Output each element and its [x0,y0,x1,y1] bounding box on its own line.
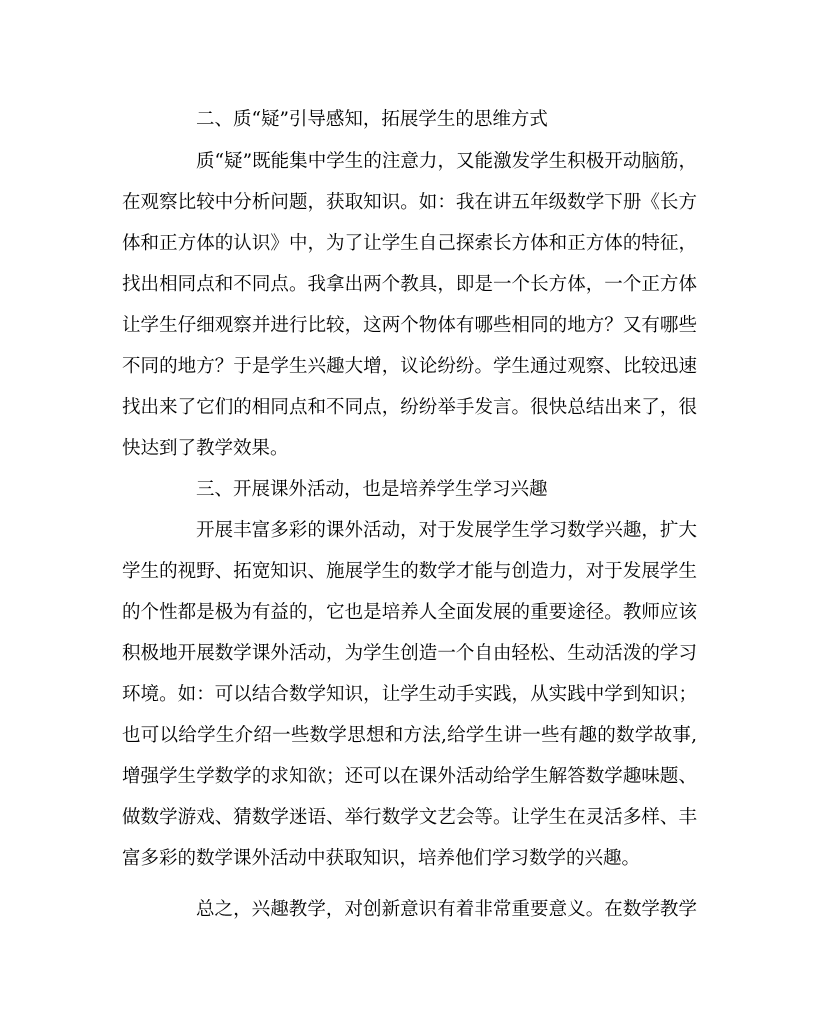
paragraph-line: 体和正方体的认识》中，为了让学生自己探索长方体和正方体的特征， [122,233,697,254]
paragraph-line: 开展丰富多彩的课外活动，对于发展学生学习数学兴趣，扩大 [196,520,697,541]
paragraph-line: 积极地开展数学课外活动，为学生创造一个自由轻松、生动活泼的学习 [122,643,697,664]
paragraph-line: 学生的视野、拓宽知识、施展学生的数学才能与创造力，对于发展学生 [122,561,697,582]
paragraph-line: 质“疑”既能集中学生的注意力，又能激发学生积极开动脑筋， [196,151,697,172]
paragraph-line: 的个性都是极为有益的，它也是培养人全面发展的重要途径。教师应该 [122,602,697,623]
paragraph-line: 让学生仔细观察并进行比较，这两个物体有哪些相同的地方？又有哪些 [122,315,697,336]
paragraph-line: 也可以给学生介绍一些数学思想和方法,给学生讲一些有趣的数学故事, [122,725,697,746]
paragraph-line: 做数学游戏、猜数学迷语、举行数学文艺会等。让学生在灵活多样、丰 [122,807,697,828]
paragraph-line: 找出相同点和不同点。我拿出两个教具，即是一个长方体，一个正方体 [122,274,697,295]
paragraph-line: 在观察比较中分析问题，获取知识。如：我在讲五年级数学下册《长方 [122,192,697,213]
paragraph-line: 快达到了教学效果。 [122,438,289,459]
paragraph-line: 环境。如：可以结合数学知识，让学生动手实践，从实践中学到知识； [122,684,697,705]
section-heading: 三、开展课外活动，也是培养学生学习兴趣 [196,479,548,500]
paragraph-line: 增强学生学数学的求知欲；还可以在课外活动给学生解答数学趣味题、 [122,766,697,787]
paragraph-line: 不同的地方？于是学生兴趣大增，议论纷纷。学生通过观察、比较迅速 [122,356,697,377]
paragraph-line: 找出来了它们的相同点和不同点，纷纷举手发言。很快总结出来了，很 [122,397,697,418]
paragraph-line: 富多彩的数学课外活动中获取知识，培养他们学习数学的兴趣。 [122,848,641,869]
section-heading: 二、质“疑”引导感知，拓展学生的思维方式 [196,109,548,130]
paragraph-line: 总之，兴趣教学，对创新意识有着非常重要意义。在数学教学 [196,899,697,920]
